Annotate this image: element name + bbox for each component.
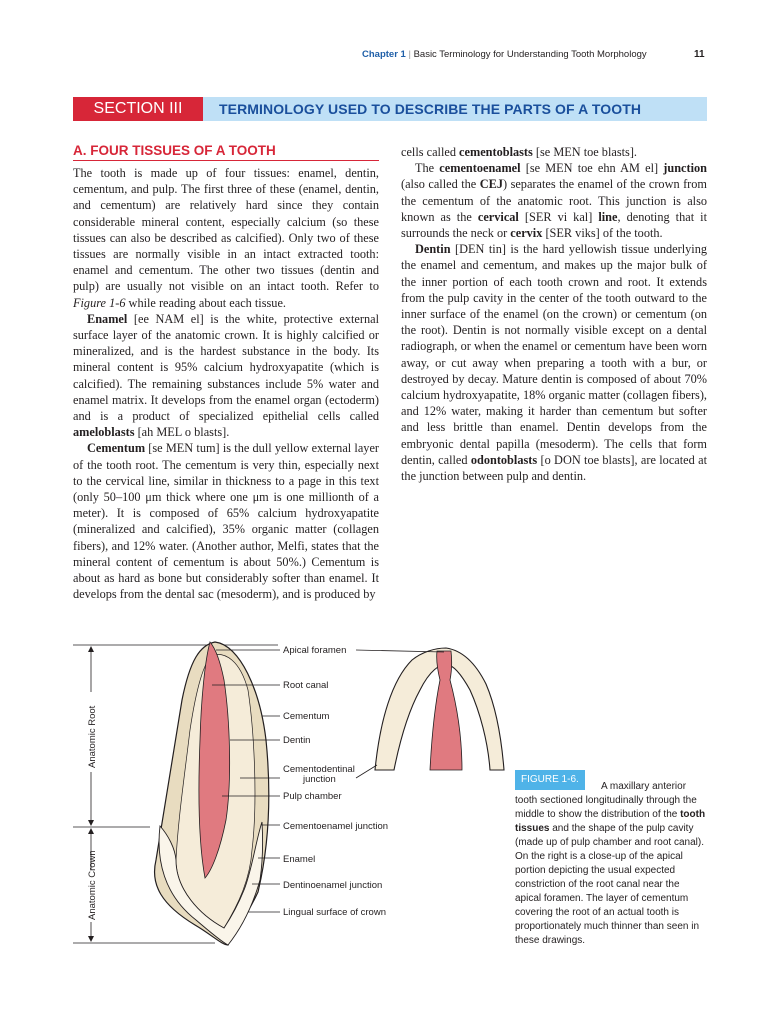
section-title: TERMINOLOGY USED TO DESCRIBE THE PARTS OF A TOOTH: [219, 101, 642, 117]
label-cej: Cementoenamel junction: [283, 821, 389, 832]
cementum-paragraph-continued: cells called cementoblasts [se MEN toe blasts].: [401, 145, 637, 159]
label-pulp-chamber: Pulp chamber: [283, 791, 342, 802]
subsection-heading: A. FOUR TISSUES OF A TOOTH: [73, 143, 276, 158]
label-dej: Dentinoenamel junction: [283, 880, 383, 891]
dentin-paragraph: Dentin [DEN tin] is the hard yellowish tissue underlying the enamel and cementum, and makes up the major bulk of the inner portion of each tooth crown and root. It extends from the pulp cavity in the center of the tooth outward to the inner surface of the enamel (on the crown) or cementum (on the root). Dentin is not normally visible except on a dental radiograph, or when the enamel or cementum have been worn away, or cut away when preparing a tooth with a bur, or destroyed by decay. Mature dentin is composed of about 70% calcium hydroxyapatite, 18% organic matter (collagen fibers), and 12% water, making it harder than cementum but softer and less brittle than enamel. Dentin develops from the embryonic dental papilla (mesoderm). The cells that form dentin, called odontoblasts [o DON toe blasts], are located at the junction between pulp and dentin.: [401, 242, 707, 484]
label-dentin: Dentin: [283, 735, 311, 746]
cej-paragraph: The cementoenamel [se MEN toe ehn AM el] junction (also called the CEJ) separates the enamel of the crown from the cementum of the anatomic root. This junction is also known as the cervical [SER vi kal] line, denoting that it surrounds the neck or cervix [SER viks] of the tooth.: [401, 161, 707, 241]
page-number: 11: [694, 49, 705, 60]
label-root-canal: Root canal: [283, 680, 329, 691]
label-cementum: Cementum: [283, 711, 330, 722]
body-column-left: [73, 165, 379, 602]
figure-tag: FIGURE 1-6.: [515, 770, 585, 790]
cementum-paragraph: Cementum [se MEN tum] is the dull yellow external layer of the tooth root. The cementum is very thin, especially next to the cervical line, similar in thickness to a page in this text (only 50–100 μm thick where one μm is one millionth of a meter). It is composed of 65% calcium hydroxyapatite (mineralized and calcified), 35% organic matter (collagen fibers), and 12% water. (Another author, Melfi, states that the mineral content of cementum is about 50%.) Cementum is about as hard as bone but considerably softer than enamel. It develops from the dental sac (mesoderm), and is produced by: [73, 441, 379, 602]
label-cdj-line2: junction: [303, 774, 336, 785]
section-banner: [73, 97, 707, 121]
label-lingual-surface: Lingual surface of crown: [283, 907, 386, 918]
chapter-label: Chapter 1 | Basic Terminology for Understanding Tooth Morphology: [362, 49, 647, 60]
label-enamel: Enamel: [283, 854, 316, 865]
label-anatomic-root: Anatomic Root: [87, 705, 98, 768]
label-anatomic-crown: Anatomic Crown: [87, 850, 98, 920]
enamel-paragraph: Enamel [ee NAM el] is the white, protective external surface layer of the anatomic crown. It is highly calcified or mineralized, and is the hardest substance in the body. Its mineral content is 95% calcium hydroxyapatite (which is calcified). The remaining substances include 5% water and enamel matrix. It develops from the enamel organ (ectoderm) and is a product of specialized epithelial cells called ameloblasts [ah MEL o blasts].: [73, 311, 379, 440]
figure-caption: A maxillary anterior tooth sectioned longitudinally through the middle to show the distribution of the tooth tissues and the shape of the pulp cavity (made up of pulp chamber and root canal). On the right is a close-up of the apical portion depicting the usual expected constriction of the root canal near the apical foramen. The layer of cementum covering the root of an actual tooth is proportionately much thinner than seen in these drawings.: [515, 781, 706, 946]
label-apical-foramen: Apical foramen: [283, 645, 347, 656]
heading-rule: [73, 160, 379, 161]
label-cdj-line1: Cementodentinal: [283, 764, 355, 775]
body-column-right: [401, 144, 707, 484]
section-label: SECTION III: [73, 97, 203, 121]
intro-paragraph: The tooth is made up of four tissues: enamel, dentin, cementum, and pulp. The first three of these (enamel, dentin, and cementum) are relatively hard since they contain considerable mineral content, especially calcium (so these tissues can also be described as calcified). Only two of these tissues are normally visible in an intact extracted tooth: enamel and cementum. The other two tissues (dentin and pulp) are usually not visible on an intact tooth. Refer to Figure 1-6 while reading about each tissue.: [73, 166, 379, 310]
